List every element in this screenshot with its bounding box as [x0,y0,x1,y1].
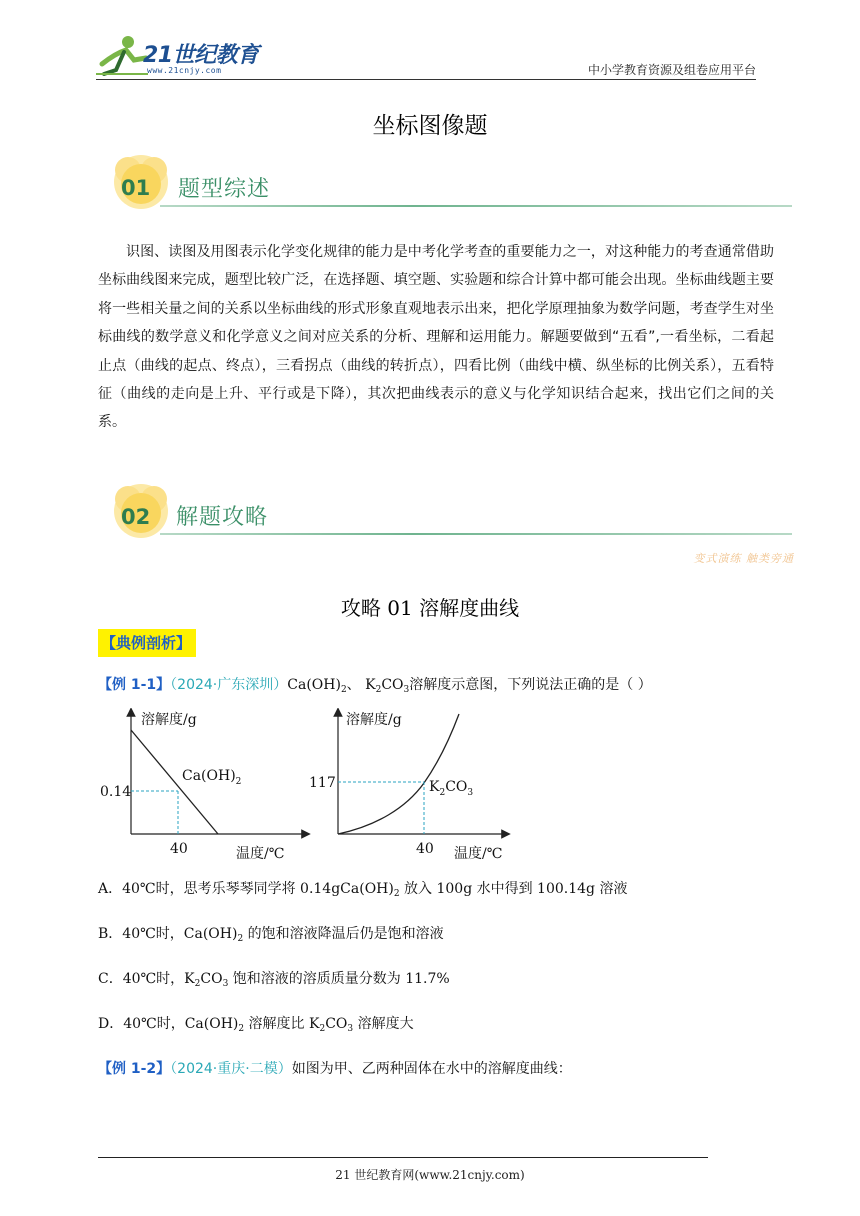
option-d-sub-2: 2 [319,1024,326,1034]
stem-text: 溶解度示意图，下列说法正确的是（ ） [409,677,652,693]
y-tick-label: 117 [309,775,336,791]
option-c [98,968,450,988]
option-d-text: D．40℃时，Ca(OH) [98,1016,239,1032]
stem-formula-b: K [365,677,376,693]
option-c-sub: 2 [194,979,201,989]
section-1-title: 题型综述 [178,177,271,202]
logo-url: www.21cnjy.com [147,66,222,75]
question-label: 【例 1-2】 [98,1061,171,1077]
document-title: 坐标图像题 [372,113,488,139]
y-axis-label: 溶解度/g [346,712,402,728]
stem-formula-b2: CO [381,677,404,693]
option-a-text-2: 放入 100g 水中得到 100.14g 溶液 [399,881,628,897]
x-tick-label: 40 [416,841,434,857]
question-label: 【例 1-1】 [98,677,171,693]
option-c-text-2: CO [200,971,223,987]
section-2-number: 02 [121,505,151,529]
option-c-text-3: 饱和溶液的溶质质量分数为 11.7% [228,971,450,987]
question-source: （2024·广东深圳） [170,677,288,693]
option-b-text: B．40℃时，Ca(OH) [98,926,238,942]
footer-divider [98,1157,708,1158]
option-d-sub-3: 3 [347,1024,354,1034]
option-d-sub: 2 [238,1024,245,1034]
option-a-text: A．40℃时，思考乐琴琴同学将 0.14gCa(OH) [98,881,394,897]
question-source: （2024·重庆·二模） [170,1061,292,1077]
stem-sub-b2: 3 [403,685,410,695]
option-a [98,878,627,898]
stem-sub: 2 [340,685,347,695]
option-d [98,1013,414,1033]
y-tick-label: 0.14 [100,784,132,800]
stem-separator: 、 [346,677,361,693]
strategy-title: 攻略 01 溶解度曲线 [340,596,520,620]
option-d-text-3: CO [325,1016,348,1032]
question-stem: 如图为甲、乙两种固体在水中的溶解度曲线： [291,1061,572,1077]
x-tick-label: 40 [170,841,188,857]
question-1-1 [98,674,652,694]
platform-name: 中小学教育资源及组卷应用平台 [587,63,756,77]
section-1-underline [160,205,792,207]
y-axis-label: 溶解度/g [141,712,197,728]
question-1-2 [98,1058,572,1078]
section-2-title: 解题攻略 [176,505,269,530]
x-axis-label: 温度/℃ [454,846,503,862]
example-tag: 【典例剖析】 [98,629,196,657]
overview-paragraph: 识图、读图及用图表示化学变化规律的能力是中考化学考查的重要能力之一，对这种能力的考查通常借助坐标曲线图来完成，题型比较广泛，在选择题、填空题、实验题和综合计算中都可能会出现。坐标曲线题主要将一些相关量之间的关系以坐标曲线的形式形象直观地表示出来，把化学原理抽象为数学问题，考查学生对坐标曲线的数学意义和化学意义之间对应关系的分析、理解和运用能力。解题要做到“五看”,一看坐标，二看起止点（曲线的起点、终点），三看拐点（曲线的转折点），四看比例（曲线中横、纵坐标的比例关系），五看特征（曲线的走向是上升、平行或是下降），其次把曲线表示的意义与化学知识结合起来，找出它们之间的关系。 [98,244,774,431]
option-b-text-2: 的饱和溶液降温后仍是饱和溶液 [243,926,444,942]
option-d-text-2: 溶解度比 K [244,1016,320,1032]
option-c-text: C．40℃时，K [98,971,195,987]
logo-text: 21世纪教育 [143,43,259,68]
option-d-text-4: 溶解度大 [353,1016,414,1032]
logo-runner-icon [94,34,150,78]
stem-sub-b: 2 [375,685,382,695]
curve-label: $Ca(OH)_2$ [182,768,242,787]
option-b-sub: 2 [237,934,244,944]
option-b [98,923,444,943]
x-axis-label: 温度/℃ [236,846,285,862]
header-divider [96,79,756,80]
caoh2-solubility-graph [96,708,316,868]
curve-label: $K_2CO_3$ [429,779,474,798]
k2co3-solubility-graph [306,708,526,868]
stem-formula-a: Ca(OH) [287,677,341,693]
option-c-sub-2: 3 [222,979,229,989]
section-2-tags: 变式演练 触类旁通 [693,552,794,565]
option-a-sub: 2 [393,889,400,899]
footer-text: 21 世纪教育网(www.21cnjy.com) [335,1168,525,1182]
section-2-underline [160,533,792,535]
k2co3-curve [338,714,459,834]
section-1-number: 01 [121,176,151,200]
